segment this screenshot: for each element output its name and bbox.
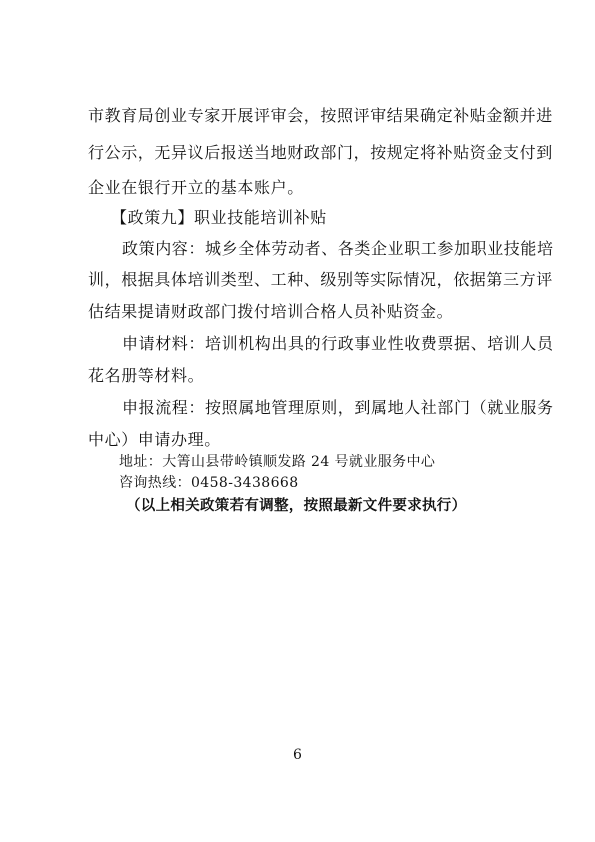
materials-line: 申请材料：培训机构出具的行政事业性收费票据、培训人员 (122, 334, 554, 353)
page-number: 6 (293, 747, 302, 763)
hotline-line: 咨询热线：0458-3438668 (119, 475, 299, 491)
process-line: 申报流程：按照属地管理原则，到属地人社部门（就业服务 (122, 398, 554, 417)
policy-content-line: 估结果提请财政部门拨付培训合格人员补贴资金。 (88, 302, 454, 321)
address-line: 地址：大箐山县带岭镇顺发路 24 号就业服务中心 (119, 454, 436, 470)
policy-content-line: 政策内容：城乡全体劳动者、各类企业职工参加职业技能培 (122, 239, 554, 258)
paragraph-line: 行公示，无异议后报送当地财政部门，按规定将补贴资金支付到 (88, 143, 553, 162)
paragraph-line: 企业在银行开立的基本账户。 (88, 178, 304, 197)
paragraph-line: 市教育局创业专家开展评审会，按照评审结果确定补贴金额并进 (88, 106, 553, 125)
policy-heading: 【政策九】职业技能培训补贴 (111, 208, 327, 227)
notice-line: （以上相关政策若有调整，按照最新文件要求执行） (126, 497, 467, 514)
policy-content-line: 训，根据具体培训类型、工种、级别等实际情况，依据第三方评 (88, 270, 553, 289)
process-line: 中心）申请办理。 (88, 430, 221, 449)
materials-line: 花名册等材料。 (88, 366, 205, 385)
